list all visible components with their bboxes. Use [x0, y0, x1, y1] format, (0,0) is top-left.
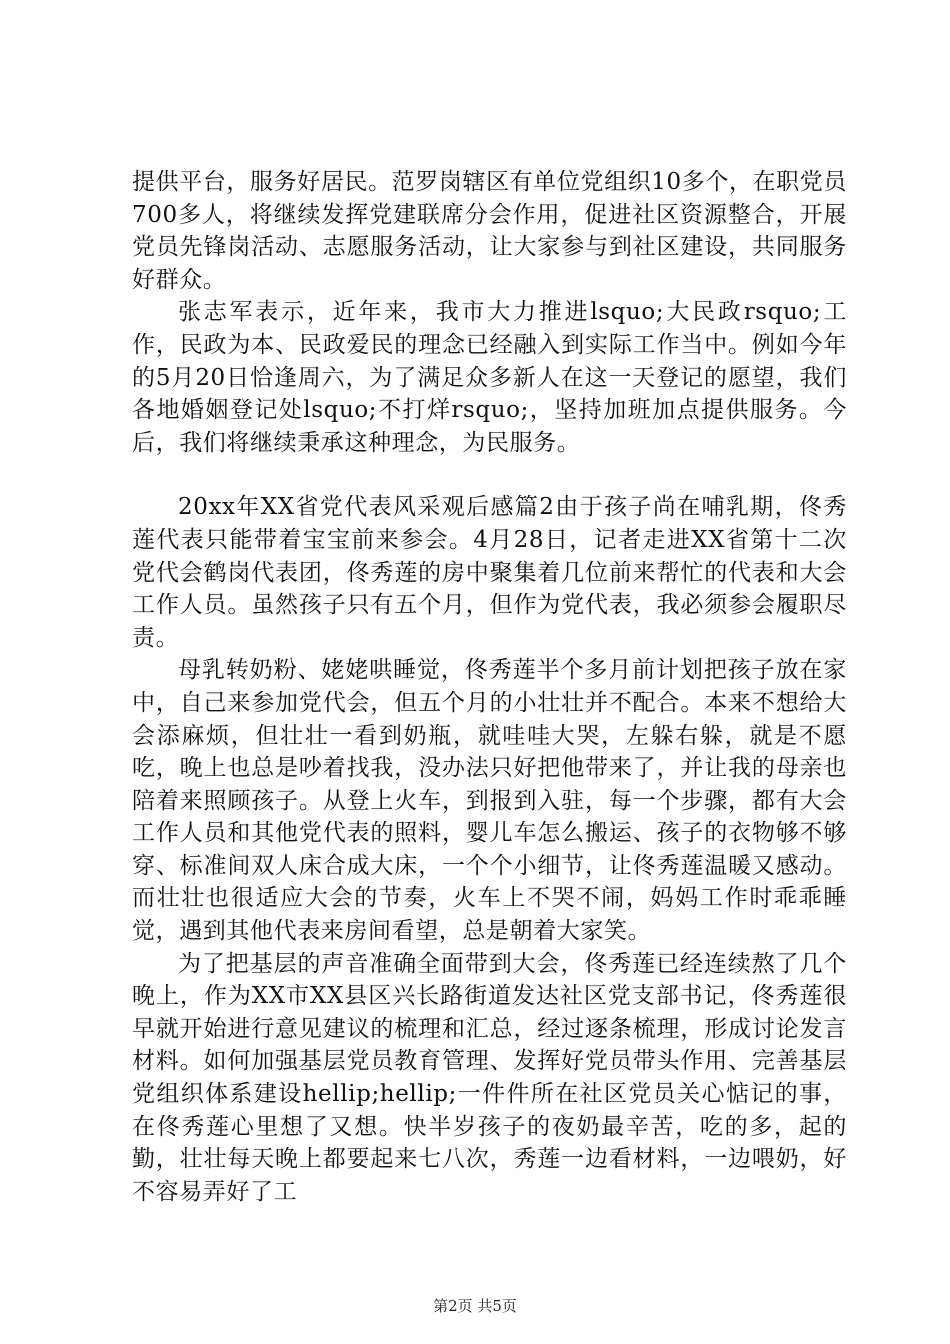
paragraph-gap	[132, 459, 847, 491]
paragraph-continued: 提供平台，服务好居民。范罗岗辖区有单位党组织10多个，在职党员700多人，将继续发挥党建联席分会作用，促进社区资源整合，开展党员先锋岗活动、志愿服务活动，让大家参与到社区建设，共同服务好群众。	[132, 169, 847, 293]
document-body	[132, 166, 847, 1208]
paragraph-breastfeeding: 母乳转奶粉、姥姥哄睡觉，佟秀莲半个多月前计划把孩子放在家中，自己来参加党代会，但五个月的小壮壮并不配合。本来不想给大会添麻烦，但壮壮一看到奶瓶，就哇哇大哭，左躲右躲，就是不愿吃，晚上也总是吵着找我，没办法只好把他带来了，并让我的母亲也陪着来照顾孩子。从登上火车，到报到入驻，每一个步骤，都有大会工作人员和其他党代表的照料，婴儿车怎么搬运、孩子的衣物够不够穿、标准间双人床合成大床，一个个小细节，让佟秀莲温暖又感动。而壮壮也很适应大会的节奏，火车上不哭不闹，妈妈工作时乖乖睡觉，遇到其他代表来房间看望，总是朝着大家笑。	[132, 657, 847, 945]
page-number-footer: 第2页 共5页	[433, 1297, 517, 1315]
paragraph-article-2-intro: 20xx年XX省党代表风采观后感篇2由于孩子尚在哺乳期，佟秀莲代表只能带着宝宝前来参会。4月28日，记者走进XX省第十二次党代会鹤岗代表团，佟秀莲的房中聚集着几位前来帮忙的代表和大会工作人员。虽然孩子只有五个月，但作为党代表，我必须参会履职尽责。	[132, 494, 847, 651]
paragraph-zhang-zhijun: 张志军表示，近年来，我市大力推进lsquo;大民政rsquo;工作，民政为本、民政爱民的理念已经融入到实际工作当中。例如今年的5月20日恰逢周六，为了满足众多新人在这一天登记的愿望，我们各地婚姻登记处lsquo;不打烊rsquo;，坚持加班加点提供服务。今后，我们将继续秉承这种理念，为民服务。	[132, 299, 847, 456]
paragraph-grassroots-voice: 为了把基层的声音准确全面带到大会，佟秀莲已经连续熬了几个晚上，作为XX市XX县区兴长路街道发达社区党支部书记，佟秀莲很早就开始进行意见建议的梳理和汇总，经过逐条梳理，形成讨论发言材料。如何加强基层党员教育管理、发挥好党员带头作用、完善基层党组织体系建设hellip;hellip;一件件所在社区党员关心惦记的事，在佟秀莲心里想了又想。快半岁孩子的夜奶最辛苦，吃的多，起的勤，壮壮每天晚上都要起来七八次，秀莲一边看材料，一边喂奶，好不容易弄好了工	[132, 950, 847, 1205]
